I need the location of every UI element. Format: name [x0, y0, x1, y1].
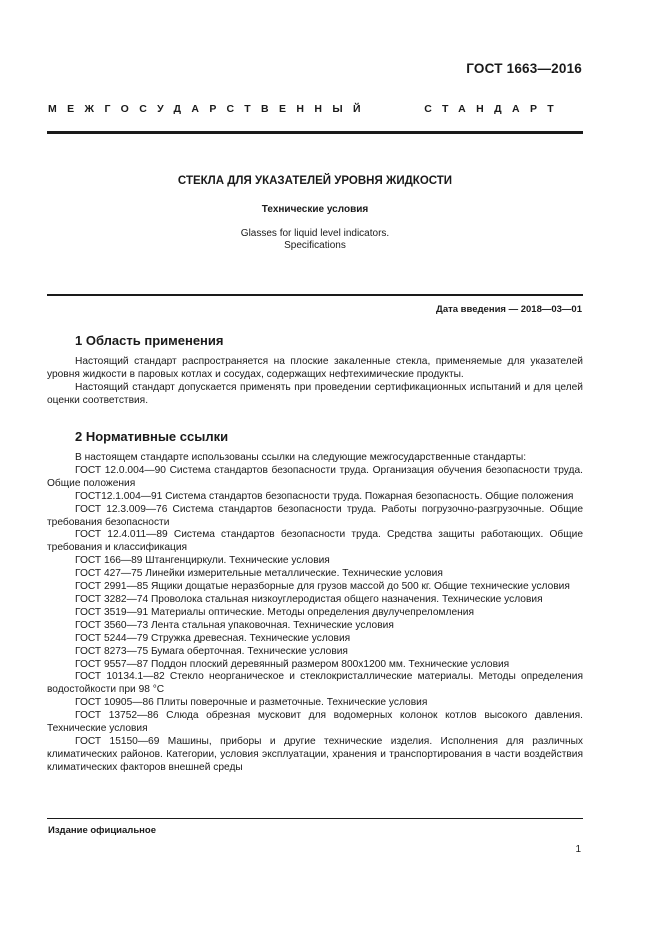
reference-item: ГОСТ 427—75 Линейки измерительные металлические. Технические условия — [75, 568, 443, 580]
reference-item: ГОСТ 9557—87 Поддон плоский деревянный размером 800х1200 мм. Технические условия — [75, 658, 510, 670]
english-title-line1: Glasses for liquid level indicators. — [240, 228, 390, 239]
gost-number: ГОСТ 1663—2016 — [466, 61, 582, 76]
reference-item: ГОСТ 3560—73 Лента стальная упаковочная. Технические условия — [75, 619, 394, 631]
section-heading: 1 Область применения — [75, 333, 224, 348]
reference-item: ГОСТ 10134.1—82 Стекло неорганическое и стеклокристаллические материалы. Методы определения водостойкости при 98 °С — [47, 671, 583, 696]
reference-item: ГОСТ 12.3.009—76 Система стандартов безопасности труда. Работы погрузочно-разгрузочные. Общие требования безопасности — [47, 503, 583, 528]
reference-item: ГОСТ 3282—74 Проволока стальная низкоуглеродистая общего назначения. Технические условия — [75, 593, 543, 605]
reference-item: ГОСТ 8273—75 Бумага оберточная. Технические условия — [75, 645, 348, 657]
english-title — [47, 228, 583, 252]
interstate-standard-label: МЕЖГОСУДАРСТВЕННЫЙ СТАНДАРТ — [48, 103, 565, 115]
paragraph: Настоящий стандарт допускается применять при проведении сертификационных испытаний и для целей оценки соответствия. — [47, 381, 583, 406]
footer-divider — [47, 818, 583, 819]
reference-item: ГОСТ 2991—85 Ящики дощатые неразборные для грузов массой до 500 кг. Общие технические условия — [75, 581, 570, 593]
reference-item: ГОСТ 3519—91 Материалы оптические. Методы определения двулучепреломления — [75, 606, 474, 618]
title-divider — [47, 294, 583, 296]
document-subtitle: Технические условия — [261, 204, 369, 215]
introduction-date: Дата введения — 2018—03—01 — [436, 304, 582, 315]
section-scope — [47, 333, 583, 408]
paragraph: В настоящем стандарте использованы ссылки на следующие межгосударственные стандарты: — [75, 452, 527, 463]
reference-item: ГОСТ 10905—86 Плиты поверочные и разметочные. Технические условия — [75, 697, 428, 709]
reference-item: ГОСТ 166—89 Штангенциркули. Технические условия — [75, 555, 330, 567]
page-number: 1 — [575, 844, 581, 855]
section-heading: 2 Нормативные ссылки — [75, 429, 229, 444]
reference-item: ГОСТ 15150—69 Машины, приборы и другие технические изделия. Исполнения для различных климатических районов. Категории, условия эксплуатации, хранения и транспортирования в части воздействия климатических факторов внешней среды — [47, 735, 583, 773]
english-title-line2: Specifications — [284, 240, 346, 251]
top-divider — [47, 131, 583, 134]
reference-item: ГОСТ 12.0.004—90 Система стандартов безопасности труда. Организация обучения безопасности труда. Общие положения — [47, 464, 583, 489]
document-title: СТЕКЛА ДЛЯ УКАЗАТЕЛЕЙ УРОВНЯ ЖИДКОСТИ — [177, 175, 453, 187]
reference-item: ГОСТ 12.4.011—89 Система стандартов безопасности труда. Средства защиты работающих. Общие требования и классификация — [47, 529, 583, 554]
reference-item: ГОСТ 13752—86 Слюда обрезная мусковит для водомерных колонок котлов высокого давления. Технические условия — [47, 710, 583, 735]
section-normative-references — [47, 429, 583, 775]
official-edition-label: Издание официальное — [48, 825, 156, 836]
reference-item: ГОСТ 5244—79 Стружка древесная. Технические условия — [75, 632, 351, 644]
reference-item: ГОСТ12.1.004—91 Система стандартов безопасности труда. Пожарная безопасность. Общие положения — [75, 490, 574, 502]
paragraph: Настоящий стандарт распространяется на плоские закаленные стекла, применяемые для указателей уровня жидкости в паровых котлах и сосудах, содержащих нефтехимические продукты. — [47, 356, 583, 380]
